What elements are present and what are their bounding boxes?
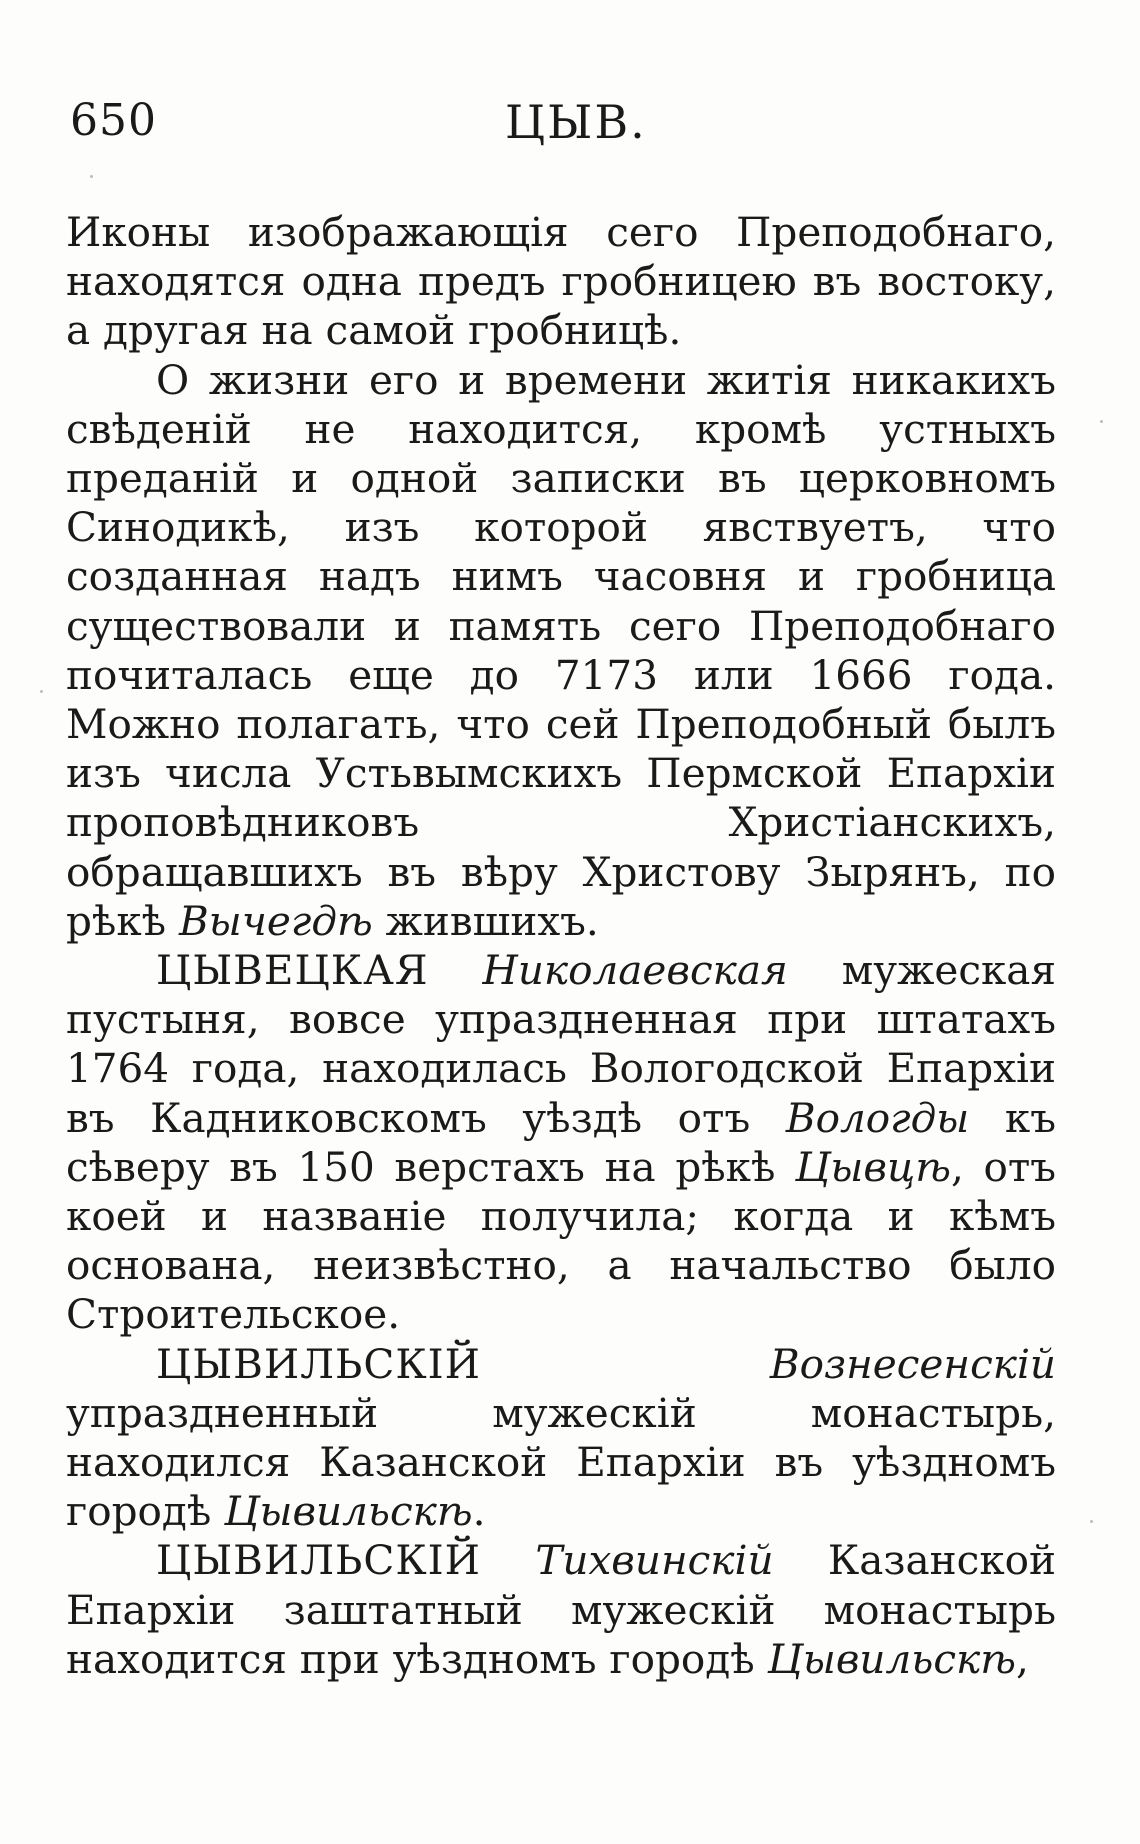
print-speck [1090,1520,1093,1523]
body-text [66,208,1056,1684]
entry-dedication: Тихвинскій [535,1536,774,1585]
place-name-tsyvilsk: Цывильскѣ [224,1487,473,1536]
entry-text: мужеская пустыня, вовсе упраздненная при штатахъ 1764 года, находилась Вологодской Епархіи въ Кадниковскомъ уѣздѣ отъ [66,946,1057,1142]
print-speck [1100,420,1103,423]
page-header [70,95,1050,155]
entry-text: упраздненный мужескій монастырь, находился Казанской Епархіи въ уѣздномъ городѣ [66,1388,1056,1536]
page-number: 650 [70,95,157,146]
entry-heading: ЦЫВЕЦКАЯ [156,946,429,995]
entry-text-2: . [472,1487,486,1536]
paragraph-life-text: О жизни его и времени житія никакихъ свѣденій не находится, кромѣ устныхъ преданій и одной записки въ церковномъ Синодикѣ, изъ которой явствуетъ, что созданная надъ нимъ часовня и гробница существовали и память сего Преподобнаго почиталась еще до 7173 или 1666 года. Можно полагать, что сей Преподобный былъ изъ числа Устьвымскихъ Пермской Епархіи проповѣдниковъ Христіанскихъ, обращавшихъ въ вѣру Христову Зырянъ, по рѣкѣ [66,355,1056,945]
paragraph-icons [66,208,1056,356]
entry-tsyvetskaya [66,946,1056,1340]
entry-text-2: , [1015,1634,1029,1683]
entry-text: Казанской Епархіи заштатный мужескій монастырь находится при уѣздномъ городѣ [66,1536,1057,1683]
entry-text-3: , отъ коей и названіе получила; когда и кѣмъ основана, неизвѣстно, а начальство было Строительское. [66,1142,1056,1339]
entry-heading: ЦЫВИЛЬСКІЙ [156,1536,481,1585]
entry-heading: ЦЫВИЛЬСКІЙ [156,1339,481,1388]
entry-dedication: Николаевская [482,946,788,995]
river-name-tsyvets: Цывцѣ [795,1142,951,1191]
paragraph-life-tail: жившихъ. [372,896,599,945]
running-head: ЦЫВ. [505,95,647,149]
entry-tsyvilsky-tikhvinsky [66,1536,1056,1684]
entry-dedication: Вознесенскій [769,1339,1056,1388]
print-speck [40,690,43,693]
place-name-vologda: Вологды [785,1093,970,1142]
place-name-tsyvilsk: Цывильскѣ [767,1634,1016,1683]
river-name-vychegda: Вычегдѣ [178,896,373,945]
entry-text-2: къ сѣверу въ 150 верстахъ на рѣкѣ [66,1093,1056,1191]
paragraph-icons-text: Иконы изображающія сего Преподобнаго, находятся одна предъ гробницею въ востоку, а другая на самой гробницѣ. [66,208,1056,355]
print-speck [90,175,93,178]
entry-tsyvilsky-voznesensky [66,1340,1056,1537]
paragraph-life [66,356,1056,946]
